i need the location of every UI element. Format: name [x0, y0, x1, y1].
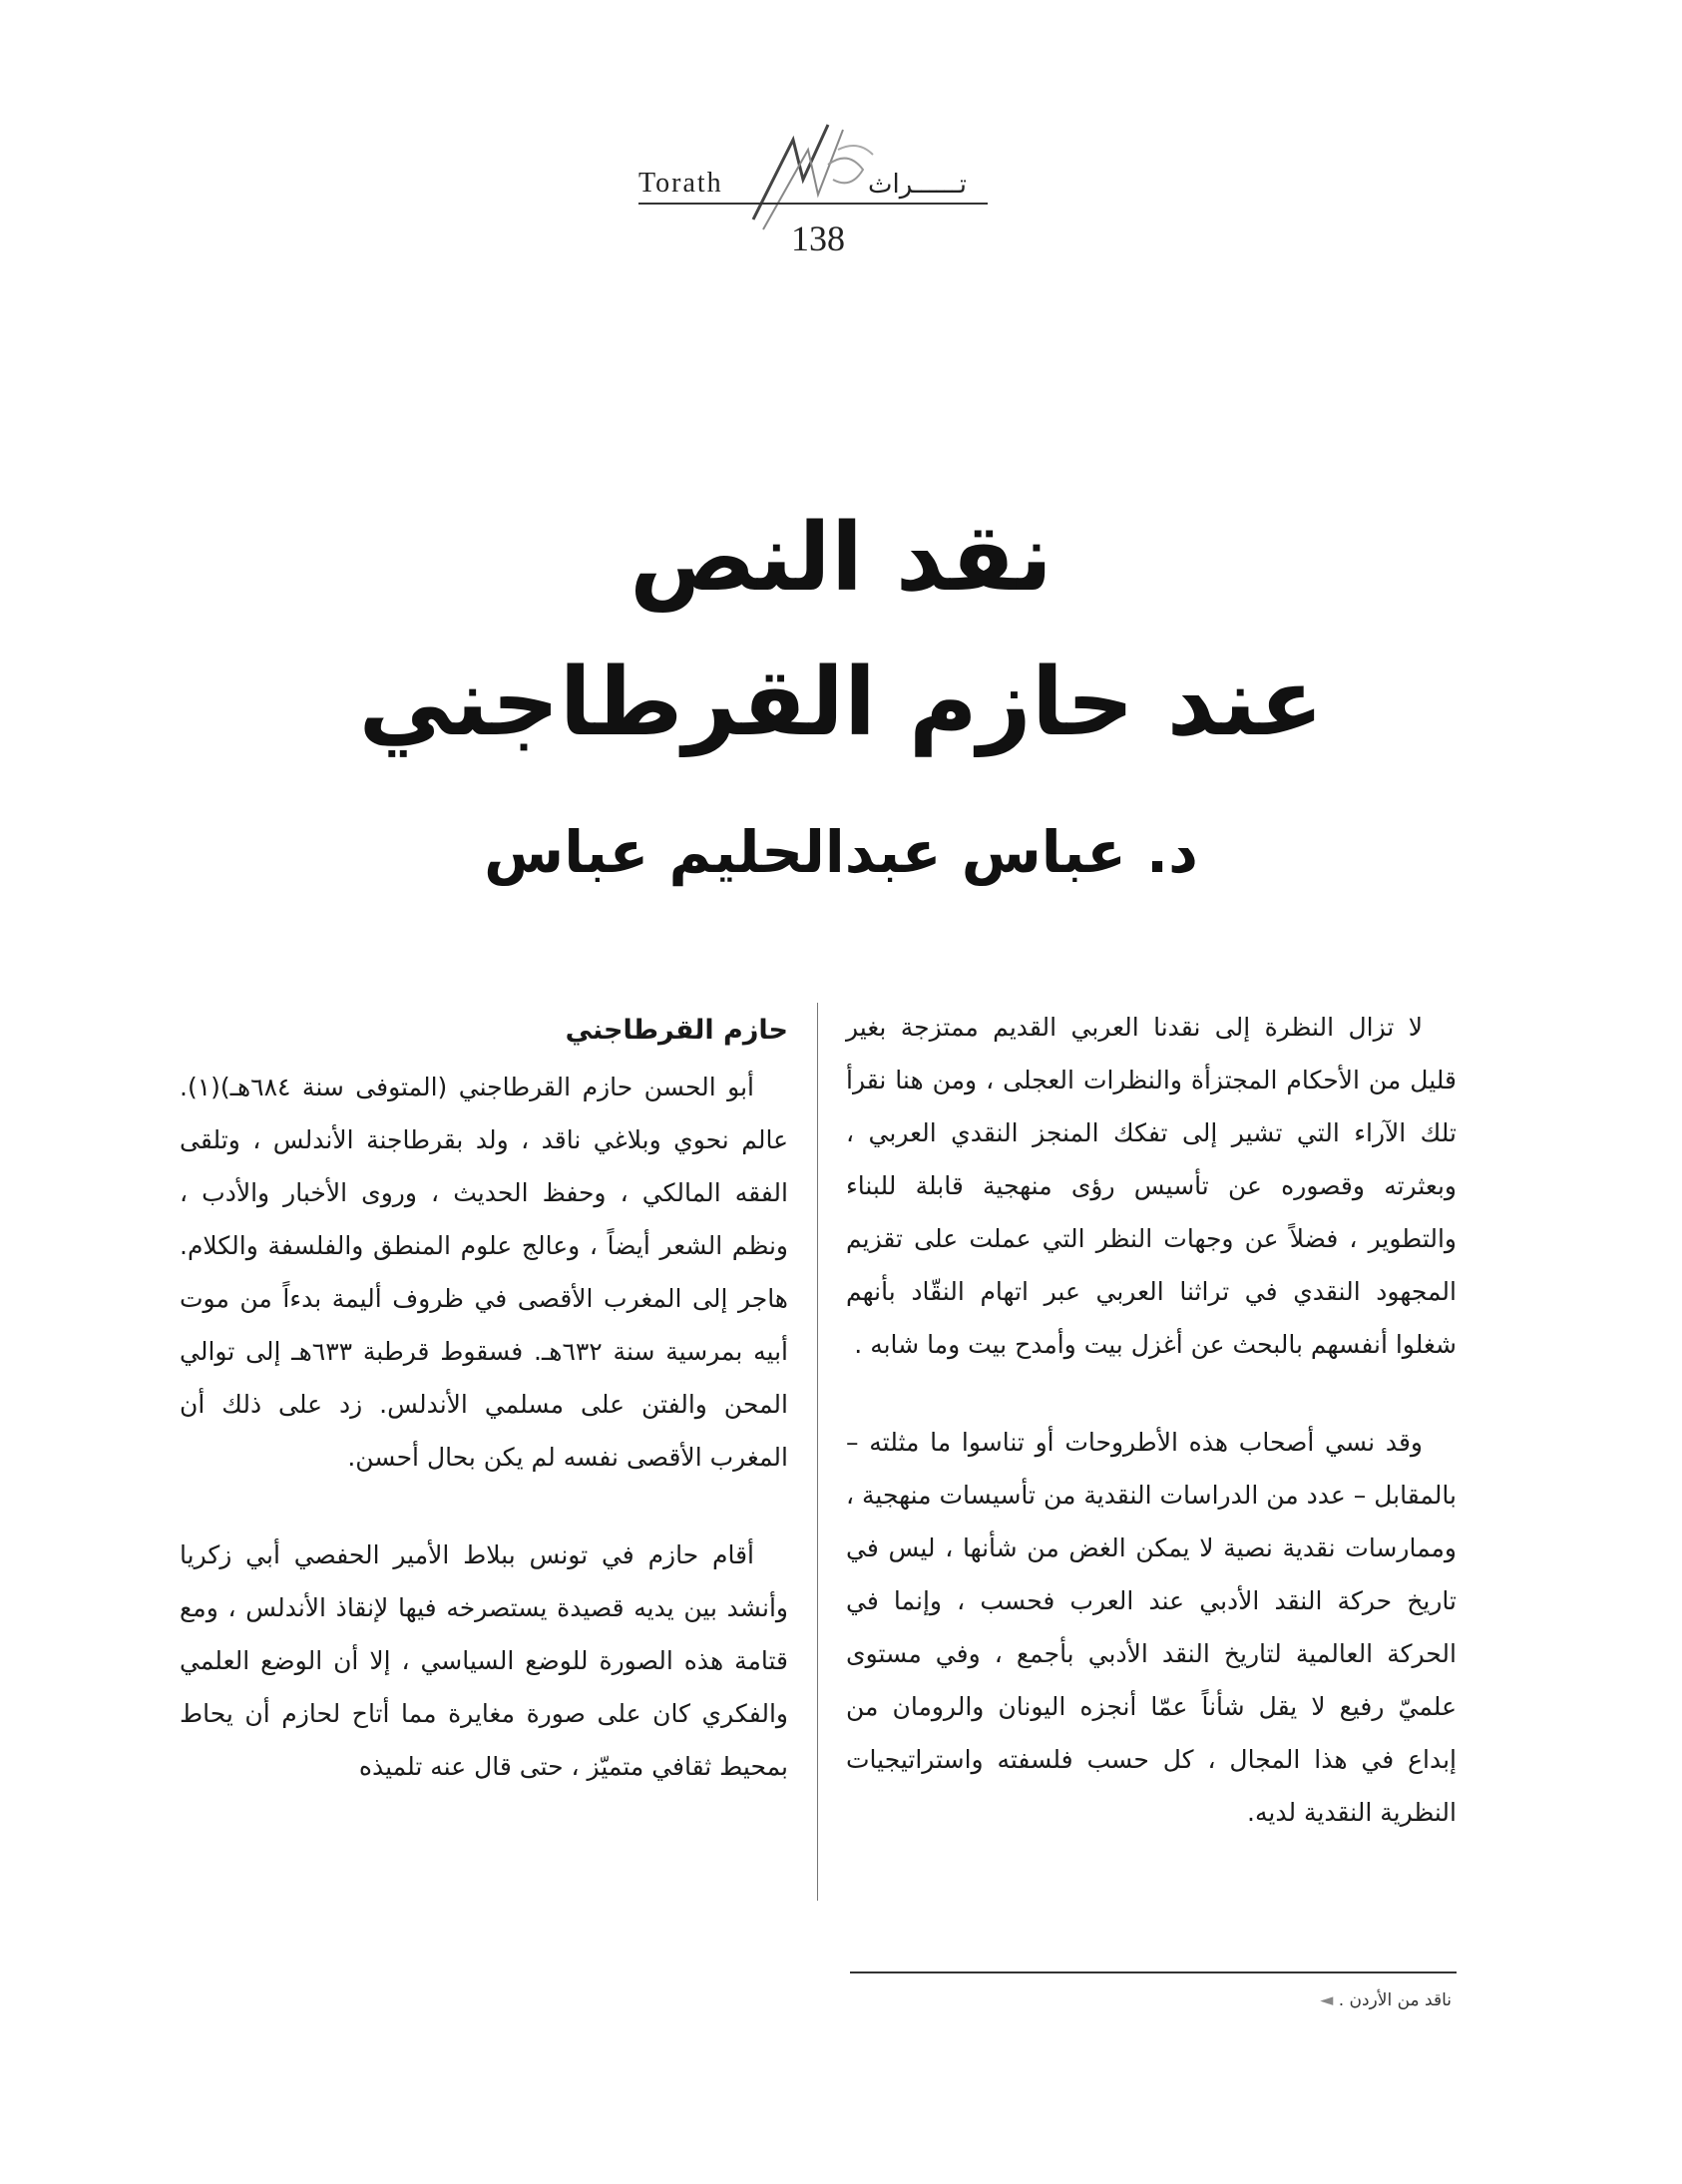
paragraph: أقام حازم في تونس ببلاط الأمير الحفصي أبي زكريا وأنشد بين يديه قصيدة يستصرخه فيها لإنقاذ الأندلس ، ومع قتامة هذه الصورة للوضع السياسي ، إلا أن الوضع العلمي والفكري كان على صورة مغايرة مما أتاح لحازم أن يحاط بمحيط ثقافي متميّز ، حتى قال عنه تلميذه [180, 1540, 788, 1781]
footnote-rule [850, 1971, 1457, 1973]
article-title-line-1: نقد النص [629, 504, 1053, 613]
paragraph: لا تزال النظرة إلى نقدنا العربي القديم ممتزجة بغير قليل من الأحكام المجتزأة والنظرات العجلى ، ومن هنا نقرأ تلك الآراء التي تشير إلى تفكك المنجز النقدي العربي ، وبعثرته وقصوره عن تأسيس رؤى منهجية قابلة للبناء والتطوير ، فضلاً عن وجهات النظر التي عملت على تقزيم المجهود النقدي في تراثنا العربي عبر اتهام النقّاد بأنهم شغلوا أنفسهم بالبحث عن أغزل بيت وأمدح بيت وما شابه . [846, 1013, 1457, 1359]
footnote [1287, 1990, 1452, 2010]
header-rule [638, 203, 988, 205]
column-divider [817, 1003, 818, 1901]
journal-name-arabic: تــــــراث [868, 170, 967, 200]
running-header [0, 0, 1682, 269]
paragraph: وقد نسي أصحاب هذه الأطروحات أو تناسوا ما مثلته – بالمقابل – عدد من الدراسات النقدية من تأسيسات منهجية ، وممارسات نقدية نصية لا يمكن الغض من شأنها ، ليس في تاريخ حركة النقد الأدبي عند العرب فحسب ، وإنما في الحركة العالمية لتاريخ النقد الأدبي بأجمع ، وفي مستوى علميّ رفيع لا يقل شأناً عمّا أنجزه اليونان والرومان من إبداع في هذا المجال ، كل حسب فلسفته واستراتيجيات النظرية النقدية لديه. [845, 1428, 1457, 1827]
body-column-left [180, 1001, 788, 1793]
article-title-line-2: عند حازم القرطاجني [358, 649, 1324, 757]
journal-name-latin: Torath [638, 168, 723, 199]
body-column-right [846, 1001, 1457, 1839]
author-name: د. عباس عبدالحليم عباس [484, 818, 1198, 886]
paragraph: أبو الحسن حازم القرطاجني (المتوفى سنة ٦٨٤هـ)(١). عالم نحوي وبلاغي ناقد ، ولد بقرطاجنة الأندلس ، وتلقى الفقه المالكي ، وحفظ الحديث ، وروى الأخبار والأدب ، ونظم الشعر أيضاً ، وعالج علوم المنطق والفلسفة والكلام. هاجر إلى المغرب الأقصى في ظروف أليمة بدءاً من موت أبيه بمرسية سنة ٦٣٢هـ. فسقوط قرطبة ٦٣٣هـ إلى توالي المحن والفتن على مسلمي الأندلس. زد على ذلك أن المغرب الأقصى نفسه لم يكن بحال أحسن. [180, 1073, 788, 1472]
page-number: 138 [791, 218, 845, 258]
footnote-text: ناقد من الأردن . [1338, 1990, 1452, 2010]
section-subheading: حازم القرطاجني [565, 1015, 788, 1046]
triangle-marker-icon: ◄ [1320, 1990, 1334, 2010]
